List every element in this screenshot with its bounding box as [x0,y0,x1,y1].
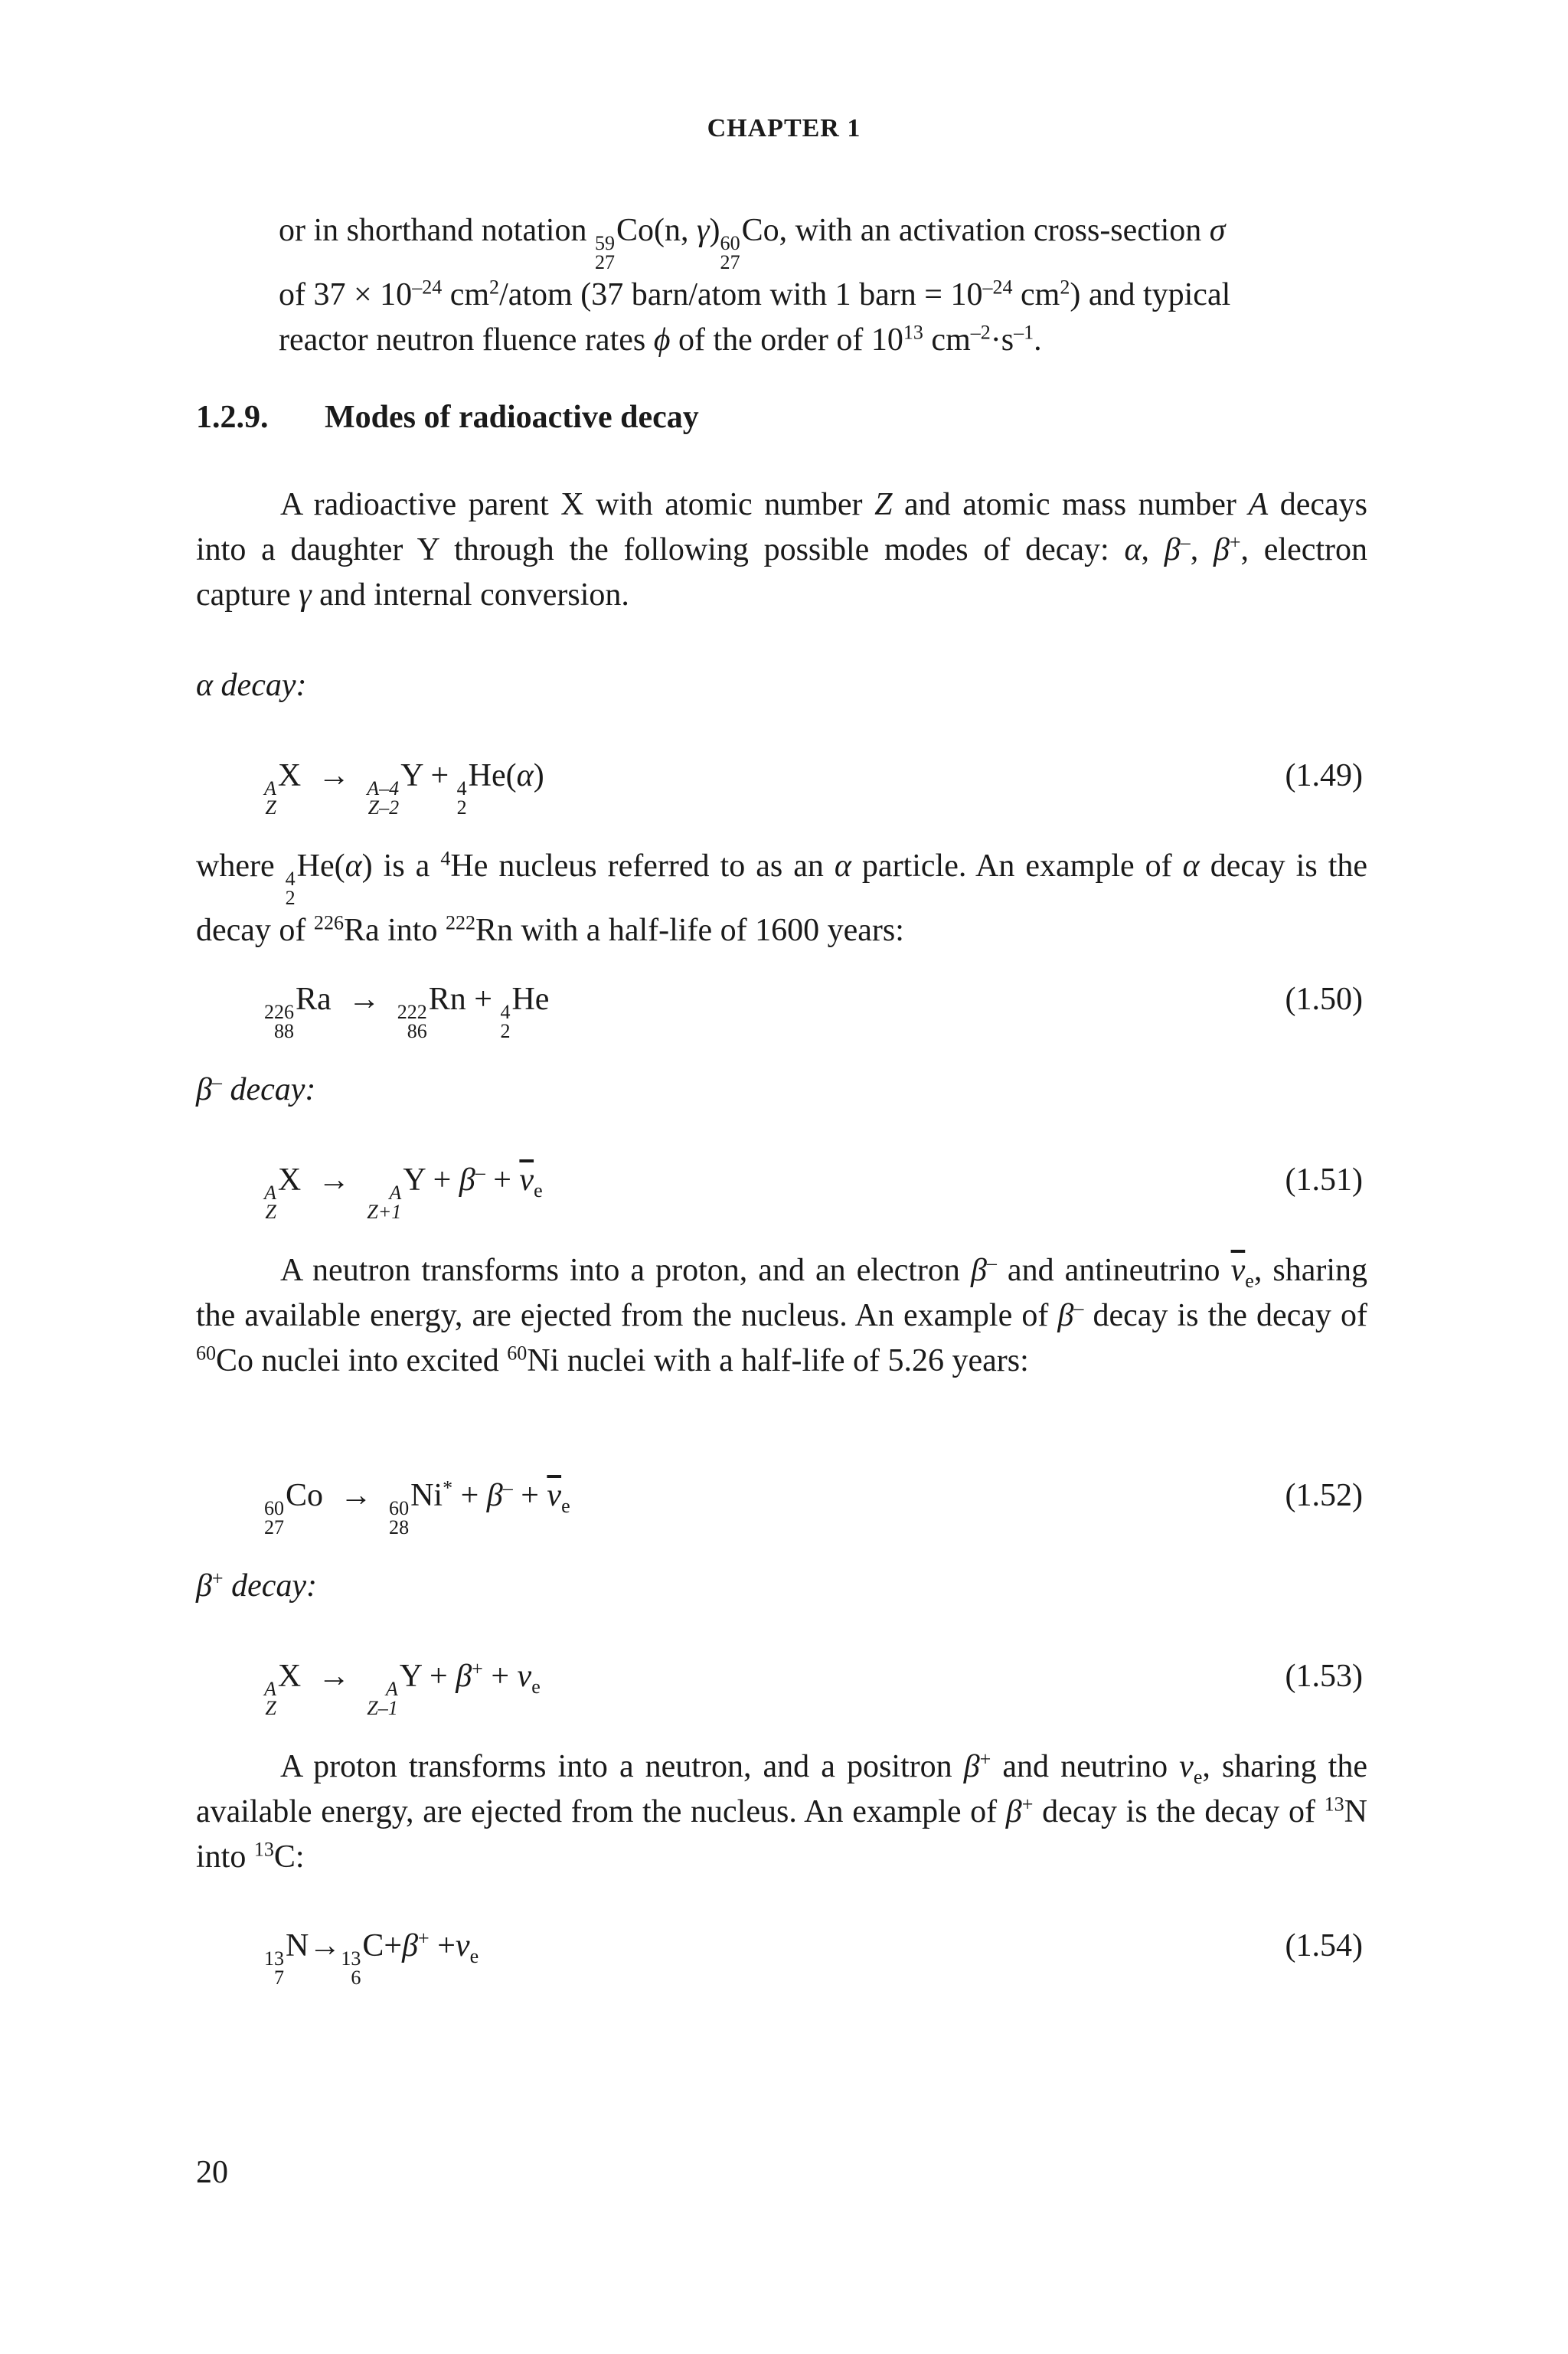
intro-line-1 [279,208,1367,273]
subscript: e [469,1945,479,1968]
mass-number: 4 [456,777,467,800]
beta-symbol: β [196,1568,212,1604]
mass-number: 4 [285,868,296,891]
symbol-z: Z [874,487,893,522]
nuclide-carbon [341,1924,362,1988]
charge-sign: + [472,1657,483,1680]
atomic-number: Z–1 [367,1697,398,1720]
co60-nuclide [720,208,742,273]
mass-number: 60 [264,1497,285,1520]
element-symbol: Y [399,1659,422,1694]
alpha-symbol: α [1124,532,1142,567]
intro-text: cm [1012,276,1060,312]
equation-1-54 [264,1924,479,1988]
intro-text: Co, with an activation cross-section [741,213,1210,248]
sigma-symbol: σ [1209,213,1226,248]
text: , sharing the available energy, are ejected from the nucleus. An example of [196,1749,1367,1829]
mass-number: 222 [397,1001,427,1024]
alpha-symbol: α [834,848,851,884]
atomic-number: 86 [407,1020,427,1043]
equation-1-53 [264,1654,541,1718]
equation-number: (1.52) [1285,1478,1363,1513]
atomic-number: 88 [274,1020,295,1043]
gamma-symbol: γ [299,577,312,613]
nuclide-radium [264,977,296,1041]
mass-number: A [264,777,276,800]
intro-text: or in shorthand notation [279,213,595,248]
beta-symbol: β [1005,1794,1022,1829]
exponent: 2 [1060,276,1070,299]
text: decay is the decay of [196,848,1368,948]
atomic-number: 28 [389,1516,410,1539]
section-number: 1.2.9. [196,400,269,435]
text: decay: [223,1568,318,1604]
intro-text: Co(n, [616,213,697,248]
exponent: –24 [412,276,443,299]
plus-sign: + [474,982,492,1017]
element-symbol: He [511,982,550,1017]
nuclide-radon [397,977,429,1041]
plus-sign: + [433,1162,452,1198]
excited-marker: * [443,1476,453,1499]
text: A radioactive parent X with atomic number [280,487,875,522]
intro-text: reactor neutron fluence rates [279,322,654,358]
equation-1-50 [264,977,549,1041]
nuclide-nitrogen [264,1924,286,1988]
nuclide-daughter [367,754,400,818]
mass-number: 222 [445,911,476,934]
nuclide-parent [264,1654,278,1718]
atomic-number: 27 [264,1516,285,1539]
equation-1-52 [264,1473,570,1538]
text: , sharing the available energy, are ejected from the nucleus. An example of [196,1253,1367,1333]
alpha-symbol: α [345,848,362,884]
mass-number: 13 [264,1947,285,1970]
equation-number: (1.54) [1285,1928,1363,1963]
nuclide-helium [457,754,469,818]
nuclide-cobalt [264,1473,286,1538]
equation-number: (1.53) [1285,1659,1363,1694]
nuclide-nickel [389,1473,410,1538]
beta-symbol: β [1164,532,1181,567]
beta-minus-decay-label [196,1067,315,1113]
atomic-number: Z+1 [367,1201,402,1224]
element-symbol: X [277,1162,302,1198]
beta-symbol: β [456,1659,472,1694]
paragraph-decay-modes [196,482,1367,618]
charge-sign: – [475,1161,485,1184]
text: , [1190,532,1214,567]
mass-number: 4 [500,1001,511,1024]
text: and atomic mass number [892,487,1249,522]
text: decay: [221,1072,316,1107]
element-symbol: Ni [410,1478,443,1513]
atomic-number: Z [265,1697,276,1720]
text: Ra into [343,912,446,948]
charge-sign: – [986,1251,997,1274]
subscript: e [531,1676,541,1698]
chapter-header: CHAPTER 1 [707,114,861,142]
text: decay is the decay of [1083,1298,1367,1333]
antineutrino-symbol: $\overline{\nu}$ [547,1478,562,1513]
element-symbol: X [277,758,302,793]
atomic-number: 7 [274,1967,285,1989]
arrow: → [348,982,381,1017]
charge-sign: – [1180,531,1191,554]
charge-sign: + [1021,1793,1034,1816]
alpha-symbol: α [1182,848,1200,884]
nuclide-parent [264,1158,278,1222]
equation-number: (1.50) [1285,982,1363,1017]
text: particle. An example of [851,848,1183,884]
plus-sign: + [384,1928,403,1963]
element-symbol: C [362,1928,384,1963]
plus-sign: + [460,1478,479,1513]
mass-number: 226 [264,1001,295,1024]
element-symbol: Y [400,758,423,793]
plus-sign: + [437,1928,456,1963]
atomic-number: 6 [351,1967,361,1989]
neutrino-symbol: ν [1179,1749,1194,1784]
mass-number: 60 [389,1497,410,1520]
exponent: –2 [970,321,991,344]
text: and antineutrino [996,1253,1231,1288]
text: N into [196,1794,1367,1875]
intro-line-3 [279,318,1367,363]
text: Co nuclei into excited [216,1343,508,1378]
beta-symbol: β [1057,1298,1074,1333]
arrow: → [318,1162,351,1198]
section-title: Modes of radioactive decay [325,400,699,435]
atomic-number: Z–2 [368,796,400,819]
alpha-decay-label: α decay: [196,668,307,703]
paragraph-beta-plus-example [196,1744,1367,1880]
intro-paragraph [279,208,1367,363]
charge-sign: + [1229,531,1241,554]
subscript: e [1193,1766,1203,1789]
mass-number: 13 [341,1947,361,1970]
element-symbol: Y [403,1162,426,1198]
subscript: e [561,1495,570,1518]
nuclide-daughter [367,1158,403,1222]
mass-number: A [264,1182,276,1205]
charge-sign: + [418,1927,430,1950]
page-number: 20 [196,2155,228,2190]
paragraph-beta-minus-example [196,1248,1367,1384]
mass-number: 13 [1324,1793,1344,1816]
gamma-symbol: γ [696,213,710,248]
exponent: –24 [982,276,1013,299]
text: , electron capture [196,532,1368,613]
intro-text: ·s [990,322,1014,358]
intro-text: /atom (37 barn/atom with 1 barn = 10 [499,276,983,312]
mass-number: 226 [313,911,344,934]
text: A neutron transforms into a proton, and an electron [280,1253,971,1288]
mass-number: 13 [253,1838,274,1861]
element-symbol: Rn [428,982,466,1017]
mass-number: 60 [196,1342,217,1365]
neutrino-symbol: ν [517,1659,532,1694]
text: ) [533,758,544,793]
beta-symbol: β [196,1072,212,1107]
beta-symbol: β [459,1162,475,1198]
equation-1-49 [264,754,544,818]
arrow: → [340,1478,373,1513]
intro-text: of the order of 10 [670,322,903,358]
paragraph-alpha-example [196,844,1367,953]
intro-text: ) [709,213,720,248]
charge-sign: – [502,1476,513,1499]
nuclide-helium [286,844,297,908]
text: and neutrino [991,1749,1180,1784]
section-heading [196,395,699,440]
intro-text: of 37 × 10 [279,276,413,312]
charge-sign: – [211,1071,222,1094]
plus-sign: + [493,1162,511,1198]
nuclide-parent [264,754,278,818]
text: He( [296,848,345,884]
text: C: [273,1839,305,1875]
plus-sign: + [491,1659,510,1694]
charge-sign: + [211,1567,224,1590]
text: Rn with a half-life of 1600 years: [475,912,904,948]
mass-number: 4 [440,847,451,870]
element-symbol: Co [286,1478,324,1513]
mass-number: A [385,1678,398,1701]
charge-sign: + [979,1748,991,1770]
equation-number: (1.51) [1285,1162,1363,1198]
intro-text: cm [923,322,971,358]
text: where [196,848,286,884]
atomic-number: Z [265,1201,276,1224]
plus-sign: + [430,758,449,793]
beta-symbol: β [402,1928,419,1963]
atomic-number: 27 [720,251,740,274]
beta-symbol: β [486,1478,503,1513]
equation-number: (1.49) [1285,758,1363,793]
mass-number: 59 [594,232,615,255]
subscript: e [534,1179,543,1202]
text: decay is the decay of [1033,1794,1325,1829]
text: ) is a [361,848,441,884]
element-symbol: X [277,1659,302,1694]
exponent: –1 [1014,321,1034,344]
element-symbol: Ra [296,982,332,1017]
antineutrino-symbol: $\overline{\nu}$ [519,1162,534,1198]
intro-text: ) and typical [1070,276,1231,312]
intro-text: . [1034,322,1042,358]
atomic-number: 2 [456,796,467,819]
plus-sign: + [430,1659,448,1694]
atomic-number: 2 [500,1020,511,1043]
mass-number: 60 [720,232,740,255]
atomic-number: 2 [285,887,296,910]
intro-text: cm [442,276,490,312]
arrow: → [318,758,351,793]
co59-nuclide [595,208,616,273]
text: , [1141,532,1165,567]
neutrino-symbol: ν [455,1928,470,1963]
exponent: 13 [903,321,923,344]
text: He nucleus referred to as an [450,848,835,884]
beta-symbol: β [1213,532,1230,567]
beta-symbol: β [970,1253,987,1288]
arrow: → [318,1659,351,1694]
mass-number: A [264,1678,276,1701]
text: Ni nuclei with a half-life of 5.26 years: [527,1343,1029,1378]
element-symbol: He( [468,758,517,793]
mass-number: A–4 [367,777,400,800]
nuclide-helium [500,977,511,1041]
symbol-a: A [1248,487,1269,522]
subscript: e [1245,1270,1254,1293]
atomic-number: Z [265,796,276,819]
element-symbol: N [286,1928,309,1963]
mass-number: 60 [507,1342,528,1365]
charge-sign: – [1073,1296,1084,1319]
beta-plus-decay-label [196,1564,317,1609]
text: decays into a daughter Y through the following possible modes of decay: [196,487,1367,567]
nuclide-daughter [367,1654,400,1718]
text: and internal conversion. [311,577,629,613]
intro-line-2 [279,273,1367,318]
plus-sign: + [521,1478,539,1513]
antineutrino-symbol: $\overline{\nu}$ [1230,1253,1246,1288]
mass-number: A [389,1182,402,1205]
arrow: → [309,1928,341,1963]
exponent: 2 [489,276,500,299]
beta-symbol: β [963,1749,980,1784]
atomic-number: 27 [594,251,615,274]
text: A proton transforms into a neutron, and a positron [280,1749,964,1784]
phi-symbol: ϕ [653,322,671,358]
alpha-symbol: α [516,758,534,793]
equation-1-51 [264,1158,543,1222]
